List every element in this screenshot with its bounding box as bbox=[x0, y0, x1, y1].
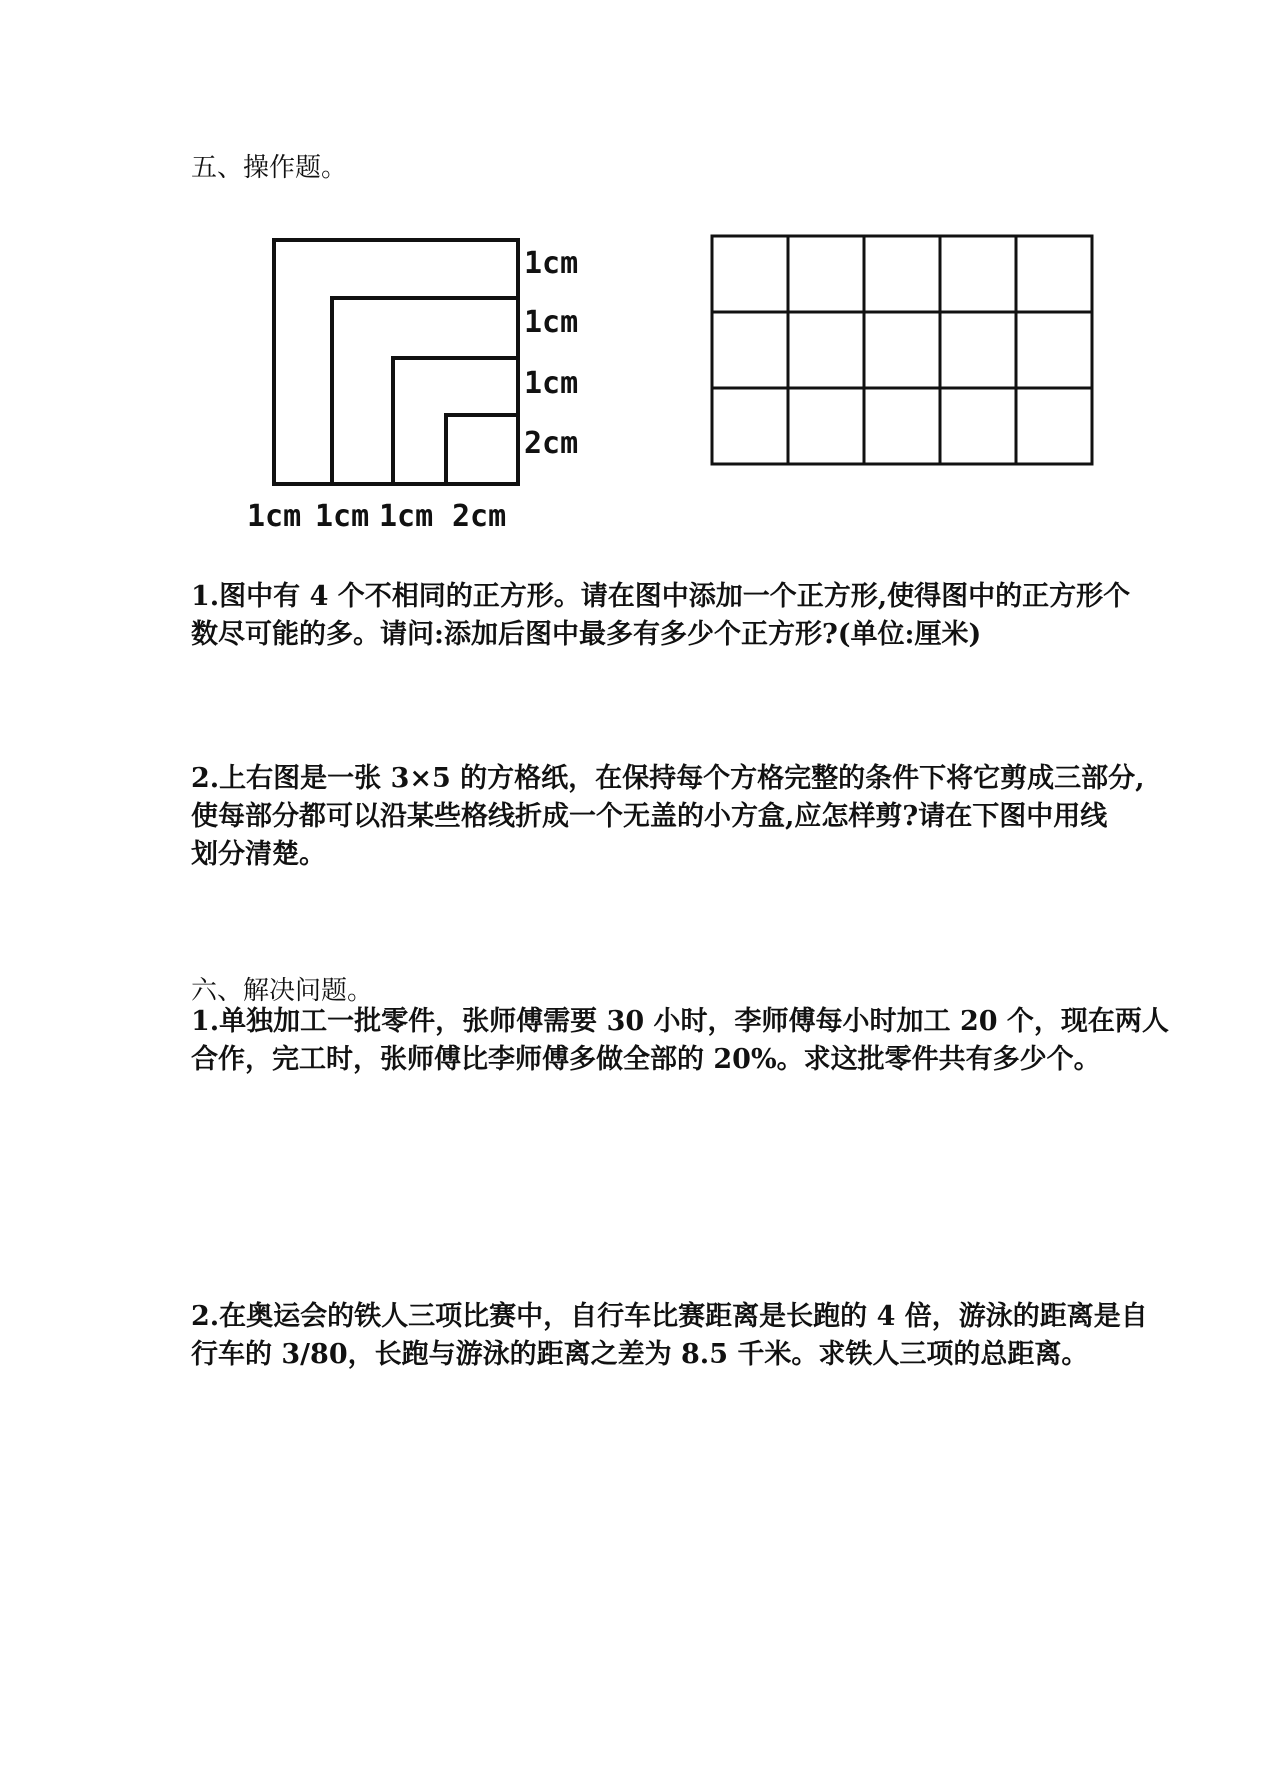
grid-cell bbox=[864, 388, 940, 464]
grid-3x5-figure bbox=[710, 234, 1096, 467]
right-label-4: 2cm bbox=[524, 426, 579, 461]
grid-cell bbox=[788, 312, 864, 388]
grid-cell bbox=[864, 236, 940, 312]
grid-cell bbox=[940, 236, 1016, 312]
nested-squares-figure bbox=[247, 228, 600, 534]
right-label-3: 1cm bbox=[524, 366, 579, 401]
question-line: 1.单独加工一批零件，张师傅需要 30 小时，李师傅每小时加工 20 个，现在两人 bbox=[191, 1006, 1169, 1037]
grid-cell bbox=[940, 312, 1016, 388]
grid-cell bbox=[864, 312, 940, 388]
grid-cell bbox=[788, 388, 864, 464]
bottom-label-1: 1cm bbox=[247, 499, 302, 534]
section6-heading: 六、解决问题。 bbox=[191, 976, 374, 1006]
right-label-2: 1cm bbox=[524, 305, 579, 340]
grid-cell bbox=[1016, 312, 1092, 388]
section6-question-2 bbox=[191, 1298, 1148, 1374]
question-line: 行车的 3/80，长跑与游泳的距离之差为 8.5 千米。求铁人三项的总距离。 bbox=[191, 1339, 1089, 1370]
square-3cm bbox=[393, 358, 518, 484]
section5-question-1 bbox=[191, 578, 1131, 654]
question-line: 2.上右图是一张 3×5 的方格纸，在保持每个方格完整的条件下将它剪成三部分, bbox=[191, 763, 1145, 794]
question-line: 合作，完工时，张师傅比李师傅多做全部的 20%。求这批零件共有多少个。 bbox=[191, 1044, 1101, 1075]
section5-heading: 五、操作题。 bbox=[191, 153, 348, 183]
right-label-1: 1cm bbox=[524, 246, 579, 281]
grid-cell bbox=[1016, 388, 1092, 464]
question-line: 1.图中有 4 个不相同的正方形。请在图中添加一个正方形,使得图中的正方形个 bbox=[191, 581, 1131, 612]
section6-question-1 bbox=[191, 1003, 1169, 1079]
bottom-label-2: 1cm bbox=[315, 499, 370, 534]
square-5cm bbox=[274, 240, 518, 484]
section5-question-2 bbox=[191, 760, 1145, 874]
square-2cm bbox=[446, 415, 518, 484]
question-line: 划分清楚。 bbox=[191, 839, 326, 870]
grid-cell bbox=[712, 236, 788, 312]
grid-cell bbox=[1016, 236, 1092, 312]
grid-cell bbox=[712, 388, 788, 464]
grid-cell bbox=[712, 312, 788, 388]
grid-cell bbox=[940, 388, 1016, 464]
bottom-label-4: 2cm bbox=[452, 499, 507, 534]
question-line: 2.在奥运会的铁人三项比赛中，自行车比赛距离是长跑的 4 倍，游泳的距离是自 bbox=[191, 1301, 1148, 1332]
question-line: 使每部分都可以沿某些格线折成一个无盖的小方盒,应怎样剪?请在下图中用线 bbox=[191, 801, 1108, 832]
grid-cell bbox=[788, 236, 864, 312]
square-4cm bbox=[332, 298, 518, 484]
bottom-label-3: 1cm bbox=[379, 499, 434, 534]
question-line: 数尽可能的多。请问:添加后图中最多有多少个正方形?(单位:厘米) bbox=[191, 619, 982, 650]
